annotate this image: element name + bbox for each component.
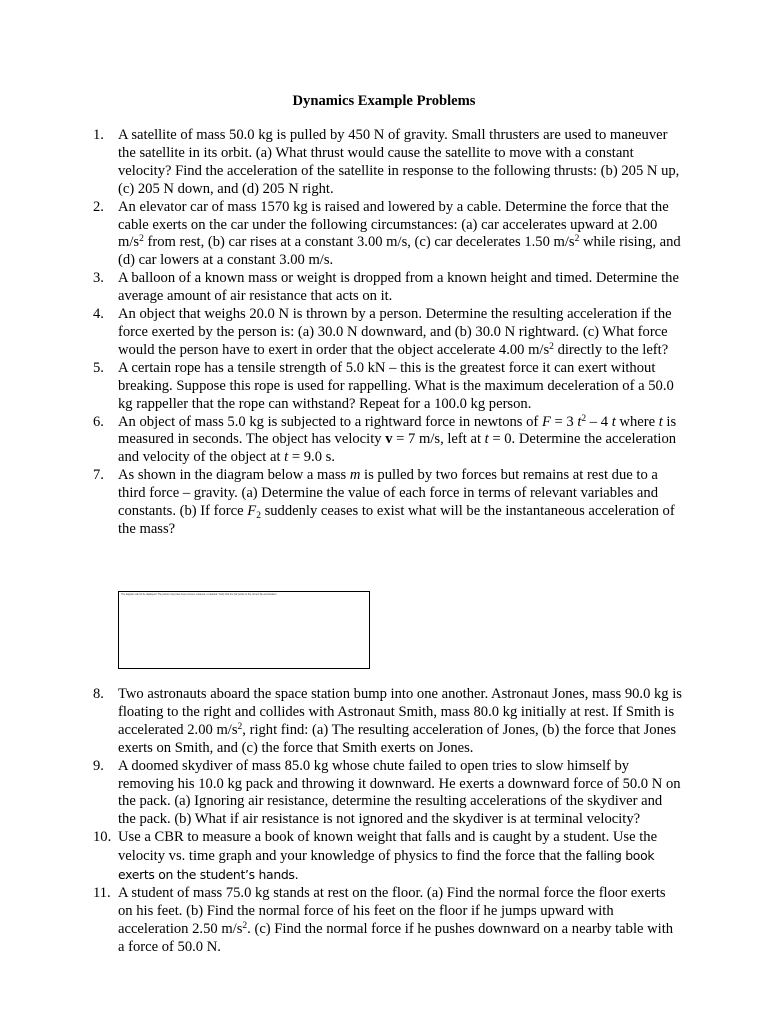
problem-text: A satellite of mass 50.0 kg is pulled by 450 N of gravity. Small thrusters are used to maneuver the satellite in its orbit. (a) What thrust would cause the satellite to move with a constant velocity? Find the acceleration of the satellite in response to the following thrusts: (b) 205 N up, (c) 205 N down, and (d) 205 N right. xyxy=(118,127,680,197)
variable: t xyxy=(611,413,616,430)
problem-text: = 9.0 s. xyxy=(288,449,335,466)
problem-text: Two astronauts aboard the space station bump into one another. Astronaut Jones, mass 90.0 kg is floating to the right and collides with Astronaut Smith, mass 80.0 kg initially at rest. If Smith is accelerated 2.00 m/s xyxy=(118,686,682,738)
problem-number: 5. xyxy=(93,359,104,376)
problem-number: 2. xyxy=(93,198,104,215)
problem-text: while rising, and (d) car lowers at a constant 3.00 m/s. xyxy=(118,234,681,269)
problem-text: An elevator car of mass 1570 kg is raised and lowered by a cable. Determine the force that the cable exerts on the car under the following circumstances: (a) car accelerates upward at 2.00 m/s xyxy=(118,198,669,251)
superscript: 2 xyxy=(581,413,587,424)
superscript: 2 xyxy=(242,920,248,931)
variable: F xyxy=(247,503,257,520)
problem-number: 8. xyxy=(93,686,104,702)
superscript: 2 xyxy=(237,721,243,732)
problem-text: – 4 xyxy=(586,413,612,430)
superscript: 2 xyxy=(574,234,580,245)
variable: t xyxy=(577,413,582,430)
problem-text: . (c) Find the normal force if he pushes downward on a nearby table with a force of 50.0 N. xyxy=(118,920,674,955)
problem-item xyxy=(93,414,683,468)
problem-text: Use a CBR to measure a book of known weight that falls and is caught by a student. Use the velocity vs. time graph and your knowledge of physics to find the force that the xyxy=(118,829,658,865)
problem-item xyxy=(93,467,683,539)
problem-text: A student of mass 75.0 kg stands at rest on the floor. (a) Find the normal force the floor exerts on his feet. (b) Find the normal force of his feet on the floor if he jumps upward with acceleration 2.50 m/s xyxy=(118,884,666,937)
problem-number: 6. xyxy=(93,413,104,430)
problem-number: 10. xyxy=(93,829,112,846)
problem-text: from rest, (b) car rises at a constant 3.00 m/s, (c) car decelerates 1.50 m/s xyxy=(143,234,575,251)
problem-item xyxy=(93,686,683,758)
problem-text: A balloon of a known mass or weight is dropped from a known height and timed. Determine the average amount of air resistance that acts on it. xyxy=(118,270,679,305)
variable: m xyxy=(349,467,361,484)
superscript: 2 xyxy=(139,234,144,245)
variable: t xyxy=(658,413,663,430)
problem-number: 9. xyxy=(93,757,104,774)
page-title: Dynamics Example Problems xyxy=(292,93,476,109)
problem-item xyxy=(93,306,683,360)
superscript: 2 xyxy=(549,341,554,352)
subscript: 2 xyxy=(256,511,261,522)
problem-text: An object of mass 5.0 kg is subjected to a rightward force in newtons of xyxy=(118,413,542,430)
problem-text: suddenly ceases to exist what will be the instantaneous acceleration of the mass? xyxy=(118,503,675,537)
variable: F xyxy=(541,413,551,430)
variable: t xyxy=(284,449,289,466)
problem-number: 4. xyxy=(93,306,104,323)
problem-text: As shown in the diagram below a mass xyxy=(118,467,350,484)
problem-text: is pulled by two forces but remains at rest due to a third force – gravity. (a) Determine the value of each force in terms of relevant variables and constants. (b) If force xyxy=(118,467,658,520)
problem-text: where xyxy=(615,413,659,430)
problem-text: = 3 xyxy=(550,413,578,430)
problem-item xyxy=(93,885,683,957)
problem-number: 1. xyxy=(93,127,104,143)
problem-number: 7. xyxy=(93,467,104,484)
problem-item xyxy=(93,199,683,271)
problem-number: 11. xyxy=(93,884,111,901)
problem-text-alt-font: falling book exerts on the student’s hands. xyxy=(118,848,655,883)
problem-item xyxy=(93,758,683,830)
problem-text: = 7 m/s, left at xyxy=(392,431,485,448)
variable: t xyxy=(484,431,489,448)
vector-variable: v xyxy=(385,431,393,448)
problem-text: A doomed skydiver of mass 85.0 kg whose chute failed to open tries to slow himself by removing his 10.0 kg pack and throwing it downward. He exerts a downward force of 50.0 N on the pack. (a) Ignoring air resistance, determine the resulting accelerations of the skydiver and the pack. (b) What if air resistance is not ignored and the skydiver is at terminal velocity? xyxy=(118,757,681,828)
problem-text: directly to the left? xyxy=(553,341,669,358)
problem-number: 3. xyxy=(93,270,104,287)
problem-text: An object that weighs 20.0 N is thrown by a person. Determine the resulting acceleration if the force exerted by the person is: (a) 30.0 N downward, and (b) 30.0 N rightward. (c) What force would the person have to exert in order that the object accelerate 4.00 m/s xyxy=(118,306,672,358)
diagram-caption: The diagram cannot be displayed. The picture may have been moved, renamed, or deleted. Verify that the link points to the correct file and location. xyxy=(121,593,277,596)
problem-item xyxy=(93,270,683,306)
problem-item xyxy=(93,829,683,885)
problem-item xyxy=(93,360,683,414)
problem-list-continued xyxy=(93,686,683,957)
problem-list xyxy=(93,127,683,539)
problem-item xyxy=(93,127,683,199)
problem-text: = 0. Determine the acceleration and velocity of the object at xyxy=(118,431,677,466)
problem-text: is measured in seconds. The object has velocity xyxy=(118,413,677,448)
problem-text: A certain rope has a tensile strength of 5.0 kN – this is the greatest force it can exert without breaking. Suppose this rope is used for rappelling. What is the maximum deceleration of a 50.0 kg rappeller that the rope can withstand? Repeat for a 100.0 kg person. xyxy=(118,359,674,412)
diagram-placeholder xyxy=(118,591,370,669)
problem-text: , right find: (a) The resulting acceleration of Jones, (b) the force that Jones exerts on Smith, and (c) the force that Smith exerts on Jones. xyxy=(118,721,677,756)
